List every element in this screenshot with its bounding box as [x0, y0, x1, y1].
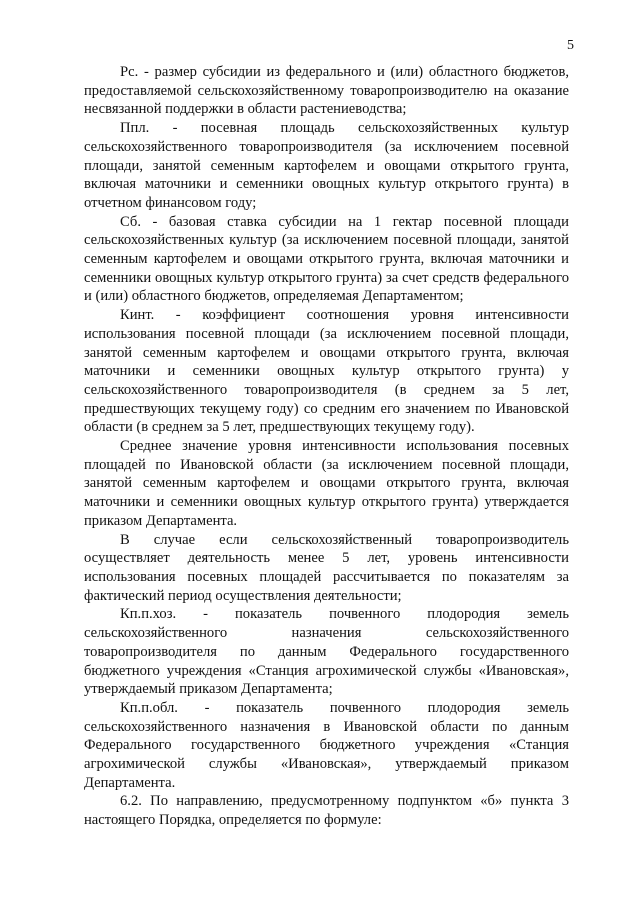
paragraph-less-than-5-years: В случае если сельскохозяйственный товаропроизводитель осуществляет деятельность менее 5 лет, уровень интенсивности использования посевных площадей рассчитывается по показателям за фактический период осуществления деятельности; [84, 531, 569, 604]
paragraph-ppl-definition: Ппл. - посевная площадь сельскохозяйственных культур сельскохозяйственного товаропроизводителя (за исключением посевной площади, занятой семенным картофелем и овощами открытого грунта, включая маточники и семенники овощных культур открытого грунта) в отчетном финансовом году; [84, 120, 569, 211]
paragraph-rs-definition: Рс. - размер субсидии из федерального и (или) областного бюджетов, предоставляемой сельскохозяйственному товаропроизводителю на оказание несвязанной поддержки в области растениеводства; [84, 64, 569, 118]
page-number: 5 [567, 38, 574, 53]
paragraph-average-intensity: Среднее значение уровня интенсивности использования посевных площадей по Ивановской области (за исключением посевной площади, занятой семенным картофелем и овощами открытого грунта, включая маточники и семенники овощных культур открытого грунта) утверждается приказом Департамента. [84, 438, 569, 529]
paragraph-kint-definition: Кинт. - коэффициент соотношения уровня интенсивности использования посевной площади (за исключением посевной площади, занятой семенным картофелем и овощами открытого грунта, включая маточники и семенники овощных культур открытого грунта) у сельскохозяйственного товаропроизводителя (в среднем за 5 лет, предшествующих текущему году) со средним его значением по Ивановской области (в среднем за 5 лет, предшествующих текущему году). [84, 307, 569, 436]
paragraph-sb-definition: Сб. - базовая ставка субсидии на 1 гектар посевной площади сельскохозяйственных культур (за исключением посевной площади, занятой семенным картофелем и овощами открытого грунта, включая маточники и семенники овощных культур открытого грунта) за счет средств федерального и (или) областного бюджетов, определяемая Департаментом; [84, 213, 569, 305]
paragraph-kpp-hoz-definition: Кп.п.хоз. - показатель почвенного плодородия земель сельскохозяйственного назначения сельскохозяйственного товаропроизводителя по данным Федерального государственного бюджетного учреждения «Станция агрохимической службы «Ивановская», утверждаемый приказом Департамента; [84, 606, 569, 698]
paragraph-kpp-obl-definition: Кп.п.обл. - показатель почвенного плодородия земель сельскохозяйственного назначения в Ивановской области по данным Федерального государственного бюджетного учреждения «Станция агрохимической службы «Ивановская», утверждаемый приказом Департамента. [84, 699, 569, 791]
paragraph-section-6-2: 6.2. По направлению, предусмотренному подпунктом «б» пункта 3 настоящего Порядка, определяется по формуле: [84, 793, 569, 829]
body-text [84, 63, 569, 830]
